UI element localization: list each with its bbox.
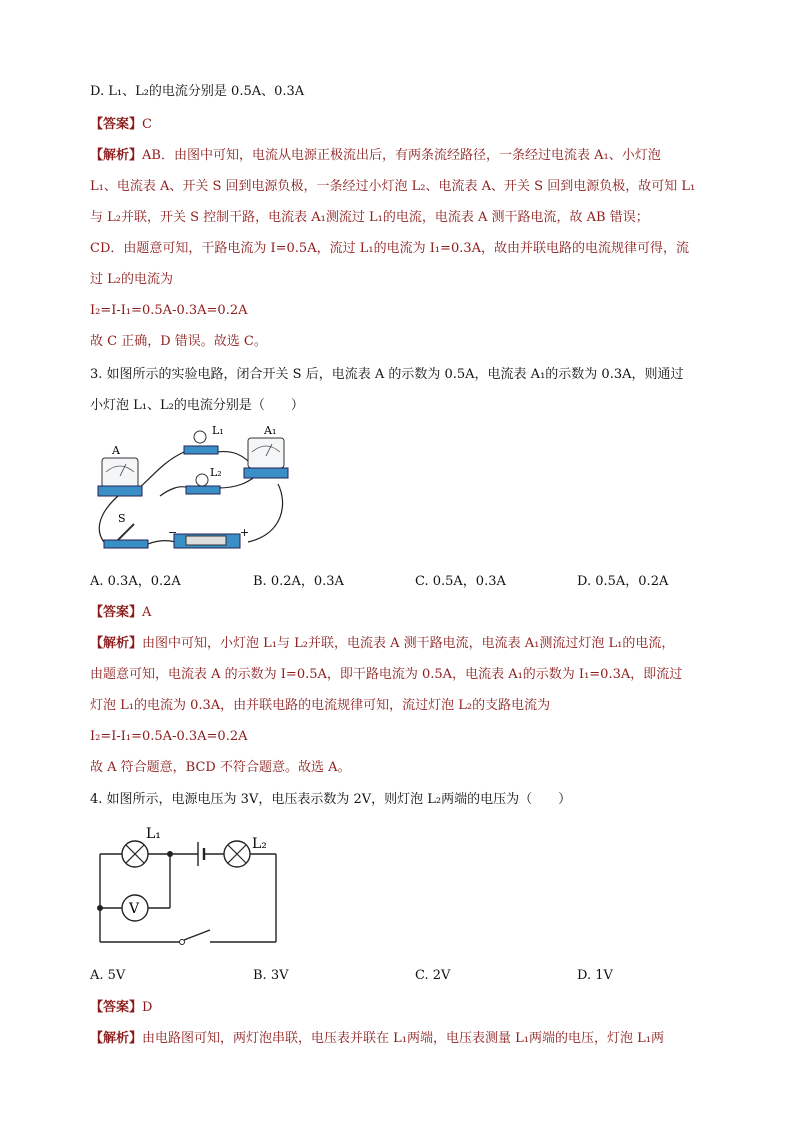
answer-label: 【答案】 xyxy=(90,117,143,132)
voltmeter-label: V xyxy=(129,901,140,917)
q4-analysis-line-1 xyxy=(90,1029,664,1049)
analysis-text: 由图中可知，小灯泡 L₁与 L₂并联，电流表 A 测干路电流，电流表 A₁测流过灯泡 L₁的电流， xyxy=(142,636,675,651)
q3-option-b: B. 0.2A，0.3A xyxy=(253,574,344,589)
answer-label: 【答案】 xyxy=(90,1000,143,1015)
q2-option-d: D. L₁、L₂的电流分别是 0.5A、0.3A xyxy=(90,84,305,99)
q2-formula: I₂=I-I₁=0.5A-0.3A=0.2A xyxy=(90,303,248,318)
q3-circuit-figure xyxy=(88,424,298,560)
q2-analysis-line-5: 过 L₂的电流为 xyxy=(90,272,173,287)
q4-stem: 4. 如图所示，电源电压为 3V，电压表示数为 2V，则灯泡 L₂两端的电压为（ ） xyxy=(90,792,572,807)
answer-value: D xyxy=(142,1000,153,1015)
q2-analysis-line-4: CD．由题意可知，干路电流为 I=0.5A，流过 L₁的电流为 I₁=0.3A，故由并联电路的电流规律可得，流 xyxy=(90,241,690,256)
lamp1-label: L₁ xyxy=(146,826,161,842)
analysis-label: 【解析】 xyxy=(90,1031,143,1046)
lamp2-label: L₂ xyxy=(252,836,267,852)
answer-value: A xyxy=(142,605,152,620)
battery-plus: + xyxy=(240,526,250,539)
q4-option-b: B. 3V xyxy=(253,968,289,983)
q3-answer xyxy=(90,603,151,623)
battery-minus: − xyxy=(168,526,178,539)
q3-conclusion: 故 A 符合题意，BCD 不符合题意。故选 A。 xyxy=(90,760,351,775)
q4-circuit-figure xyxy=(88,822,288,948)
analysis-text: AB．由图中可知，电流从电源正极流出后，有两条流经路径，一条经过电流表 A₁、小灯泡 xyxy=(142,148,661,163)
switch-label: S xyxy=(118,512,126,525)
ammeter1-label: A₁ xyxy=(264,424,277,437)
q2-analysis-line-3: 与 L₂并联，开关 S 控制干路，电流表 A₁测流过 L₁的电流，电流表 A 测干路电流，故 AB 错误； xyxy=(90,210,649,225)
q4-option-c: C. 2V xyxy=(415,968,451,983)
q3-option-d: D. 0.5A，0.2A xyxy=(577,574,669,589)
q2-conclusion: 故 C 正确，D 错误。故选 C。 xyxy=(90,334,267,349)
q3-formula: I₂=I-I₁=0.5A-0.3A=0.2A xyxy=(90,729,248,744)
q4-option-d: D. 1V xyxy=(577,968,613,983)
q2-analysis-line-2: L₁、电流表 A、开关 S 回到电源负极，一条经过小灯泡 L₂、电流表 A、开关 S 回到电源负极，故可知 L₁ xyxy=(90,179,696,194)
q3-option-a: A. 0.3A，0.2A xyxy=(90,574,181,589)
q4-answer xyxy=(90,998,152,1018)
ammeter-label: A xyxy=(112,444,120,457)
q3-analysis-line-2: 由题意可知，电流表 A 的示数为 I=0.5A，即干路电流为 0.5A，电流表 A₁的示数为 I₁=0.3A，即流过 xyxy=(90,667,683,682)
analysis-text: 由电路图可知，两灯泡串联，电压表并联在 L₁两端，电压表测量 L₁两端的电压，灯泡 L₁两 xyxy=(142,1031,664,1046)
lamp1-label: L₁ xyxy=(212,424,224,437)
q3-analysis-line-1 xyxy=(90,634,674,654)
q4-option-a: A. 5V xyxy=(90,968,126,983)
q2-answer xyxy=(90,115,152,135)
q3-analysis-line-3: 灯泡 L₁的电流为 0.3A，由并联电路的电流规律可知，流过灯泡 L₂的支路电流为 xyxy=(90,698,551,713)
q2-analysis-line-1 xyxy=(90,146,661,166)
analysis-label: 【解析】 xyxy=(90,636,143,651)
q3-stem-line-2: 小灯泡 L₁、L₂的电流分别是（ ） xyxy=(90,398,304,413)
q3-stem-line-1: 3. 如图所示的实验电路，闭合开关 S 后，电流表 A 的示数为 0.5A，电流表 A₁的示数为 0.3A，则通过 xyxy=(90,367,684,382)
q3-option-c: C. 0.5A，0.3A xyxy=(415,574,506,589)
lamp2-label: L₂ xyxy=(210,466,222,479)
analysis-label: 【解析】 xyxy=(90,148,143,163)
answer-value: C xyxy=(142,117,152,132)
answer-label: 【答案】 xyxy=(90,605,143,620)
